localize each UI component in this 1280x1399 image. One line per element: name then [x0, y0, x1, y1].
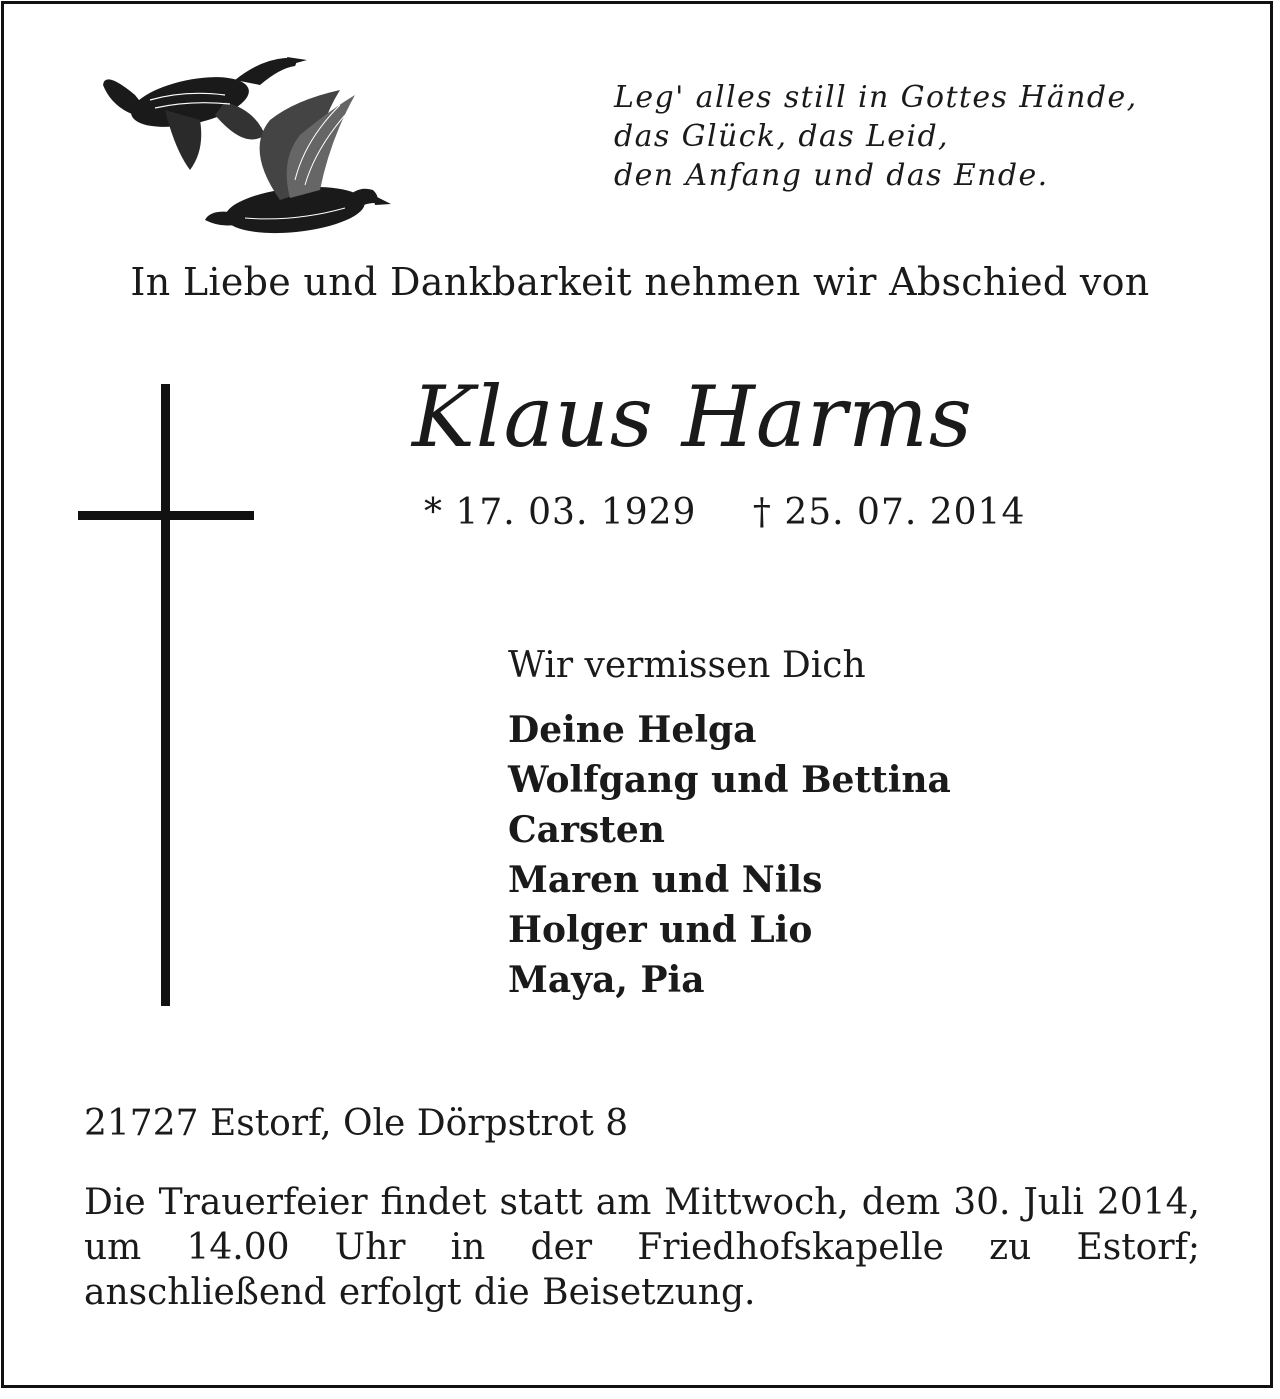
intro-text: In Liebe und Dankbarkeit nehmen wir Abschied von — [130, 260, 1150, 304]
family-member: Carsten — [508, 809, 665, 851]
ducks-illustration — [95, 40, 395, 260]
birth-date: * 17. 03. 1929 — [424, 492, 697, 533]
family-member: Deine Helga — [508, 709, 757, 751]
cross-horizontal-bar — [78, 511, 254, 520]
family-member: Maren und Nils — [508, 859, 823, 901]
family-list — [508, 705, 951, 1005]
service-info: Die Trauerfeier findet statt am Mittwoch, dem 30. Juli 2014, um 14.00 Uhr in der Friedhofskapelle zu Estorf; anschließend erfolgt die Beisetzung. — [84, 1182, 1200, 1313]
closing-line: Wir vermissen Dich — [508, 645, 866, 686]
address: 21727 Estorf, Ole Dörpstrot 8 — [84, 1103, 629, 1144]
death-date: † 25. 07. 2014 — [752, 492, 1026, 533]
family-member: Maya, Pia — [508, 959, 705, 1001]
family-member: Holger und Lio — [508, 909, 813, 951]
verse — [614, 78, 1138, 195]
family-member: Wolfgang und Bettina — [508, 759, 951, 801]
cross-vertical-bar — [161, 384, 170, 1006]
verse-line: den Anfang und das Ende. — [614, 158, 1049, 193]
deceased-name: Klaus Harms — [412, 368, 973, 466]
verse-line: Leg' alles still in Gottes Hände, — [614, 80, 1138, 115]
verse-line: das Glück, das Leid, — [614, 119, 949, 154]
life-dates — [424, 492, 1025, 533]
